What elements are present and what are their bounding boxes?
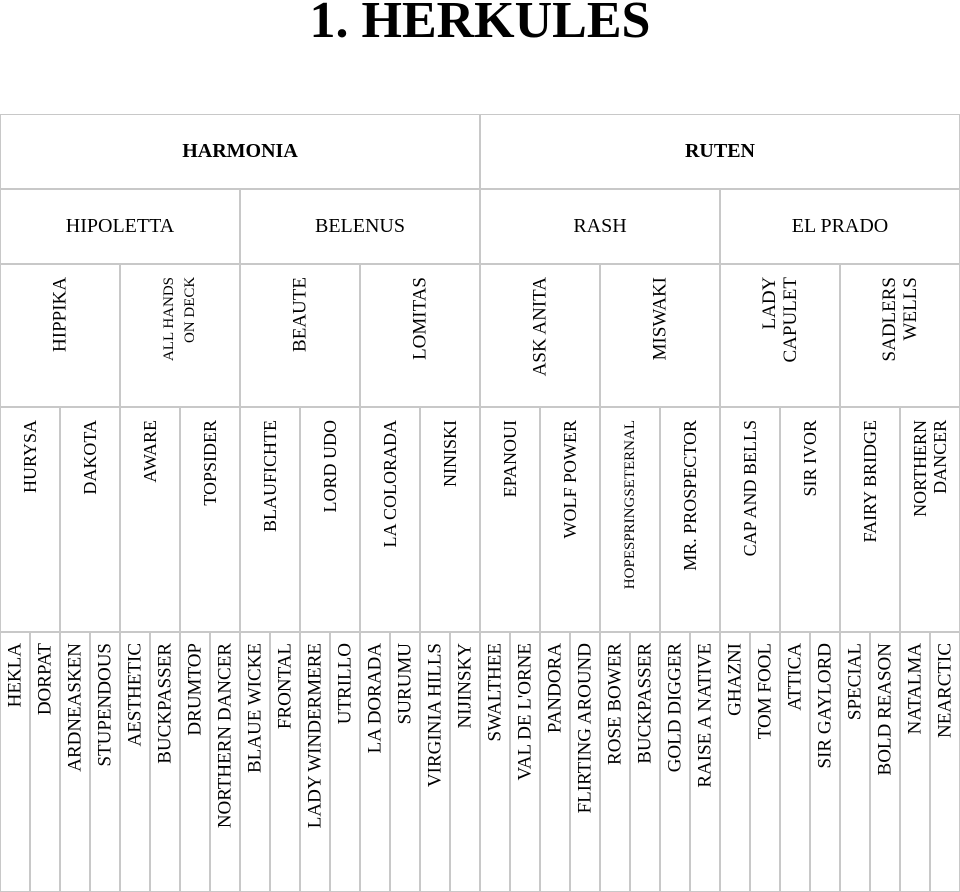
gen5-horse-cell — [60, 632, 90, 892]
gen5-horse-cell — [90, 632, 120, 892]
gen5-horse-cell — [720, 632, 750, 892]
gen5-horse-cell — [690, 632, 720, 892]
gen2-horse-cell — [0, 189, 240, 264]
gen4-horse-cell — [120, 407, 180, 632]
horse-name: SPECIAL — [844, 643, 866, 721]
gen4-horse-cell — [540, 407, 600, 632]
gen4-horse-cell — [360, 407, 420, 632]
horse-name: NINISKI — [440, 420, 460, 487]
pedigree-chart — [0, 114, 960, 892]
horse-name: NORTHERN DANCER — [214, 643, 236, 829]
gen5-horse-cell — [390, 632, 420, 892]
gen5-horse-cell — [600, 632, 630, 892]
horse-name: HARMONIA — [182, 140, 298, 162]
gen1-horse-cell — [480, 114, 960, 189]
horse-name: BLAUE WICKE — [244, 643, 266, 773]
horse-name: RAISE A NATIVE — [694, 643, 716, 788]
horse-name: TOM FOOL — [754, 643, 776, 740]
gen5-horse-cell — [330, 632, 360, 892]
horse-name: NEARCTIC — [934, 643, 956, 738]
horse-name: DAKOTA — [80, 420, 100, 495]
horse-name: BUCKPASSER — [634, 643, 656, 764]
gen5-horse-cell — [810, 632, 840, 892]
horse-name: HIPOLETTA — [65, 215, 175, 237]
gen5-horse-cell — [840, 632, 870, 892]
horse-name: MISWAKI — [649, 277, 671, 361]
gen4-horse-cell — [660, 407, 720, 632]
gen4-horse-cell — [900, 407, 960, 632]
horse-name: UTRILLO — [334, 643, 356, 725]
horse-name: PANDORA — [544, 643, 566, 734]
gen5-horse-cell — [420, 632, 450, 892]
horse-name: TOPSIDER — [200, 420, 220, 506]
gen5-horse-cell — [510, 632, 540, 892]
gen5-horse-cell — [150, 632, 180, 892]
gen5-horse-cell — [30, 632, 60, 892]
gen4-horse-cell — [0, 407, 60, 632]
gen5-horse-cell — [270, 632, 300, 892]
gen4-horse-cell — [720, 407, 780, 632]
gen5-horse-cell — [930, 632, 960, 892]
horse-name: BEAUTE — [289, 277, 311, 352]
gen3-horse-cell — [600, 264, 720, 407]
horse-name: FAIRY BRIDGE — [860, 420, 880, 543]
gen4-horse-cell — [180, 407, 240, 632]
horse-name: FRONTAL — [274, 643, 296, 730]
horse-name: VAL DE L'ORNE — [514, 643, 536, 781]
gen5-horse-cell — [360, 632, 390, 892]
horse-name: LADY WINDERMERE — [304, 643, 326, 829]
page-title: 1. HERKULES — [309, 0, 651, 49]
gen4-horse-cell — [60, 407, 120, 632]
horse-name: LA COLORADA — [380, 420, 400, 548]
horse-name: DORPAT — [34, 643, 56, 716]
gen3-horse-cell — [720, 264, 840, 407]
horse-name: RUTEN — [684, 140, 755, 162]
horse-name: VIRGINIA HILLS — [424, 643, 446, 788]
horse-name: WOLF POWER — [560, 420, 580, 539]
gen5-horse-cell — [240, 632, 270, 892]
horse-name: BLAUFICHTE — [260, 420, 280, 532]
horse-name: SIR IVOR — [800, 420, 820, 497]
gen5-horse-cell — [870, 632, 900, 892]
gen5-horse-cell — [900, 632, 930, 892]
gen3-horse-cell — [120, 264, 240, 407]
gen4-horse-cell — [240, 407, 300, 632]
horse-name: HEKLA — [4, 643, 26, 708]
gen2-horse-cell — [480, 189, 720, 264]
horse-name: MR. PROSPECTOR — [680, 420, 700, 571]
horse-name: GHAZNI — [724, 643, 746, 716]
horse-name: AESTHETIC — [124, 643, 146, 747]
horse-name: NATALMA — [904, 643, 926, 735]
gen5-horse-cell — [540, 632, 570, 892]
horse-name: SIR GAYLORD — [814, 643, 836, 769]
horse-name: LOMITAS — [409, 277, 431, 360]
gen3-horse-cell — [480, 264, 600, 407]
horse-name: AWARE — [140, 420, 160, 483]
horse-name: ASK ANITA — [529, 277, 551, 377]
horse-name: BUCKPASSER — [154, 643, 176, 764]
horse-name: LADY CAPULET — [759, 277, 801, 363]
gen4-horse-cell — [840, 407, 900, 632]
gen2-horse-cell — [240, 189, 480, 264]
horse-name: NORTHERN DANCER — [910, 420, 950, 517]
horse-name: HURYSA — [20, 420, 40, 494]
gen5-horse-cell — [180, 632, 210, 892]
horse-name: NIJINSKY — [454, 643, 476, 729]
gen3-horse-cell — [0, 264, 120, 407]
gen4-horse-cell — [300, 407, 360, 632]
horse-name: ATTICA — [784, 643, 806, 711]
horse-name: SURUMU — [394, 643, 416, 725]
horse-name: LORD UDO — [320, 420, 340, 513]
horse-name: CAP AND BELLS — [740, 420, 760, 557]
gen5-horse-cell — [480, 632, 510, 892]
horse-name: HIPPIKA — [49, 277, 71, 352]
gen4-horse-cell — [600, 407, 660, 632]
horse-name: RASH — [573, 215, 627, 237]
horse-name: ALL HANDS ON DECK — [161, 277, 198, 362]
horse-name: SWALTHEE — [484, 643, 506, 742]
gen3-horse-cell — [360, 264, 480, 407]
gen5-horse-cell — [0, 632, 30, 892]
horse-name: FLIRTING AROUND — [574, 643, 596, 814]
gen3-horse-cell — [240, 264, 360, 407]
horse-name: HOPESPRINGSETERNAL — [622, 420, 638, 590]
gen4-horse-cell — [780, 407, 840, 632]
horse-name: GOLD DIGGER — [664, 643, 686, 773]
horse-name: DRUMTOP — [184, 643, 206, 736]
gen4-horse-cell — [420, 407, 480, 632]
gen5-horse-cell — [300, 632, 330, 892]
gen3-horse-cell — [840, 264, 960, 407]
horse-name: ARDNEASKEN — [64, 643, 86, 772]
horse-name: ROSE BOWER — [604, 643, 626, 765]
gen5-horse-cell — [660, 632, 690, 892]
gen1-horse-cell — [0, 114, 480, 189]
gen4-horse-cell — [480, 407, 540, 632]
gen5-horse-cell — [750, 632, 780, 892]
horse-name: SADLERS WELLS — [879, 277, 921, 362]
gen5-horse-cell — [570, 632, 600, 892]
gen5-horse-cell — [120, 632, 150, 892]
gen5-horse-cell — [450, 632, 480, 892]
horse-name: BELENUS — [315, 215, 405, 237]
horse-name: STUPENDOUS — [94, 643, 116, 767]
horse-name: EPANOUI — [500, 420, 520, 498]
gen5-horse-cell — [630, 632, 660, 892]
gen2-horse-cell — [720, 189, 960, 264]
horse-name: LA DORADA — [364, 643, 386, 754]
horse-name: EL PRADO — [791, 215, 889, 237]
horse-name: BOLD REASON — [874, 643, 896, 776]
gen5-horse-cell — [210, 632, 240, 892]
gen5-horse-cell — [780, 632, 810, 892]
